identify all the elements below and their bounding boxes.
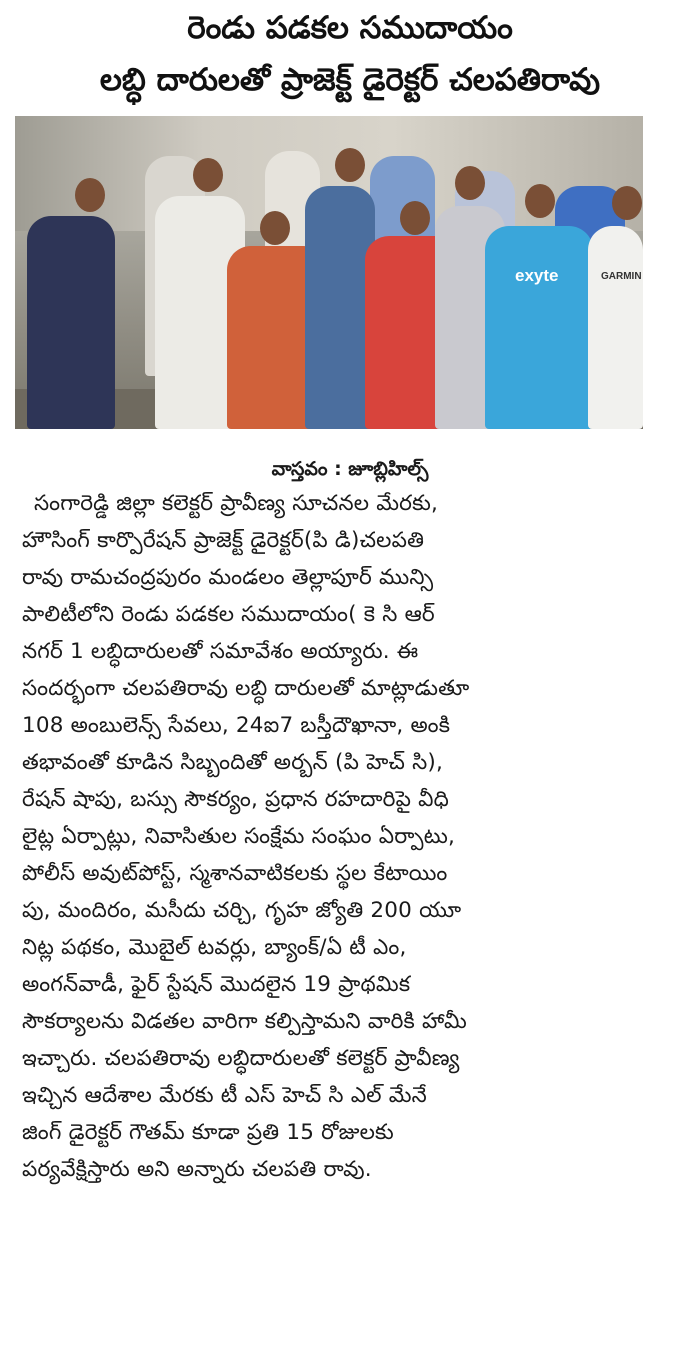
body-line: పోలీస్ అవుట్‌పోస్ట్, స్మశానవాటికలకు స్థల కేటాయిం bbox=[22, 861, 448, 886]
photo-head bbox=[335, 148, 365, 182]
body-line: ఇచ్చిన ఆదేశాల మేరకు టీ ఎస్ హెచ్ సి ఎల్ మేనే bbox=[22, 1083, 427, 1108]
photo-person bbox=[485, 226, 593, 429]
body-line: సౌకర్యాలను విడతల వారిగా కల్పిస్తామని వారికి హామీ bbox=[22, 1009, 467, 1034]
photo-head bbox=[455, 166, 485, 200]
photo-person bbox=[588, 226, 643, 429]
photo-head bbox=[75, 178, 105, 212]
photo-head bbox=[193, 158, 223, 192]
body-line: సందర్భంగా చలపతిరావు లబ్ధి దారులతో మాట్లాడుతూ bbox=[22, 676, 470, 701]
shirt-logo-garmin: GARMIN bbox=[601, 271, 642, 282]
body-line: రేషన్ షాపు, బస్సు సౌకర్యం, ప్రధాన రహదారిపై వీధి bbox=[22, 787, 450, 812]
dateline: వాస్తవం : జూబ్లిహిల్స్ bbox=[271, 458, 429, 480]
body-line: పాలిటీలోని రెండు పడకల సముదాయం( కె సి ఆర్ bbox=[22, 602, 435, 627]
body-line: అంగన్‌వాడీ, ఫైర్ స్టేషన్ మొదలైన 19 ప్రాథమిక bbox=[22, 972, 411, 997]
photo-head bbox=[525, 184, 555, 218]
body-line: లైట్ల ఏర్పాట్లు, నివాసితుల సంక్షేమ సంఘం ఏర్పాటు, bbox=[22, 824, 456, 849]
shirt-logo-exyte: exyte bbox=[515, 266, 559, 285]
body-line: పర్యవేక్షిస్తారు అని అన్నారు చలపతి రావు. bbox=[22, 1157, 372, 1182]
photo-head bbox=[260, 211, 290, 245]
headline-line-2: లబ్ధి దారులతో ప్రాజెక్ట్ డైరెక్టర్ చలపతిరావు bbox=[99, 62, 601, 98]
body-line: పు, మందిరం, మసీదు చర్చి, గృహ జ్యోతి 200 యూ bbox=[22, 898, 462, 923]
body-line: హౌసింగ్ కార్పొరేషన్ ప్రాజెక్ట్ డైరెక్టర్(పి డి)చలపతి bbox=[22, 528, 425, 553]
body-line: ఇచ్చారు. చలపతిరావు లబ్ధిదారులతో కలెక్టర్ ప్రావీణ్య bbox=[22, 1046, 460, 1071]
body-line: జింగ్ డైరెక్టర్ గౌతమ్ కూడా ప్రతి 15 రోజులకు bbox=[22, 1120, 394, 1145]
body-line: 108 అంబులెన్స్ సేవలు, 24ఐ7 బస్తీదౌఖానా, అంకి bbox=[22, 713, 451, 738]
photo-head bbox=[612, 186, 642, 220]
body-line: సంగారెడ్డి జిల్లా కలెక్టర్ ప్రావీణ్య సూచనల మేరకు, bbox=[34, 491, 439, 516]
body-line: రావు రామచంద్రపురం మండలం తెల్లాపూర్ మున్సి bbox=[22, 565, 434, 590]
body-line: నిట్ల పథకం, మొబైల్ టవర్లు, బ్యాంక్/ఏ టీ ఎం, bbox=[22, 935, 407, 960]
body-line: తభావంతో కూడిన సిబ్బందితో అర్బన్ (పి హెచ్ సి), bbox=[22, 750, 443, 775]
photo-head bbox=[400, 201, 430, 235]
photo-person bbox=[27, 216, 115, 429]
headline-line-1: రెండు పడకల సముదాయం bbox=[187, 10, 513, 46]
body-line: నగర్ 1 లబ్ధిదారులతో సమావేశం అయ్యారు. ఈ bbox=[22, 639, 419, 664]
article-body bbox=[22, 485, 642, 1188]
group-photo bbox=[15, 116, 643, 429]
